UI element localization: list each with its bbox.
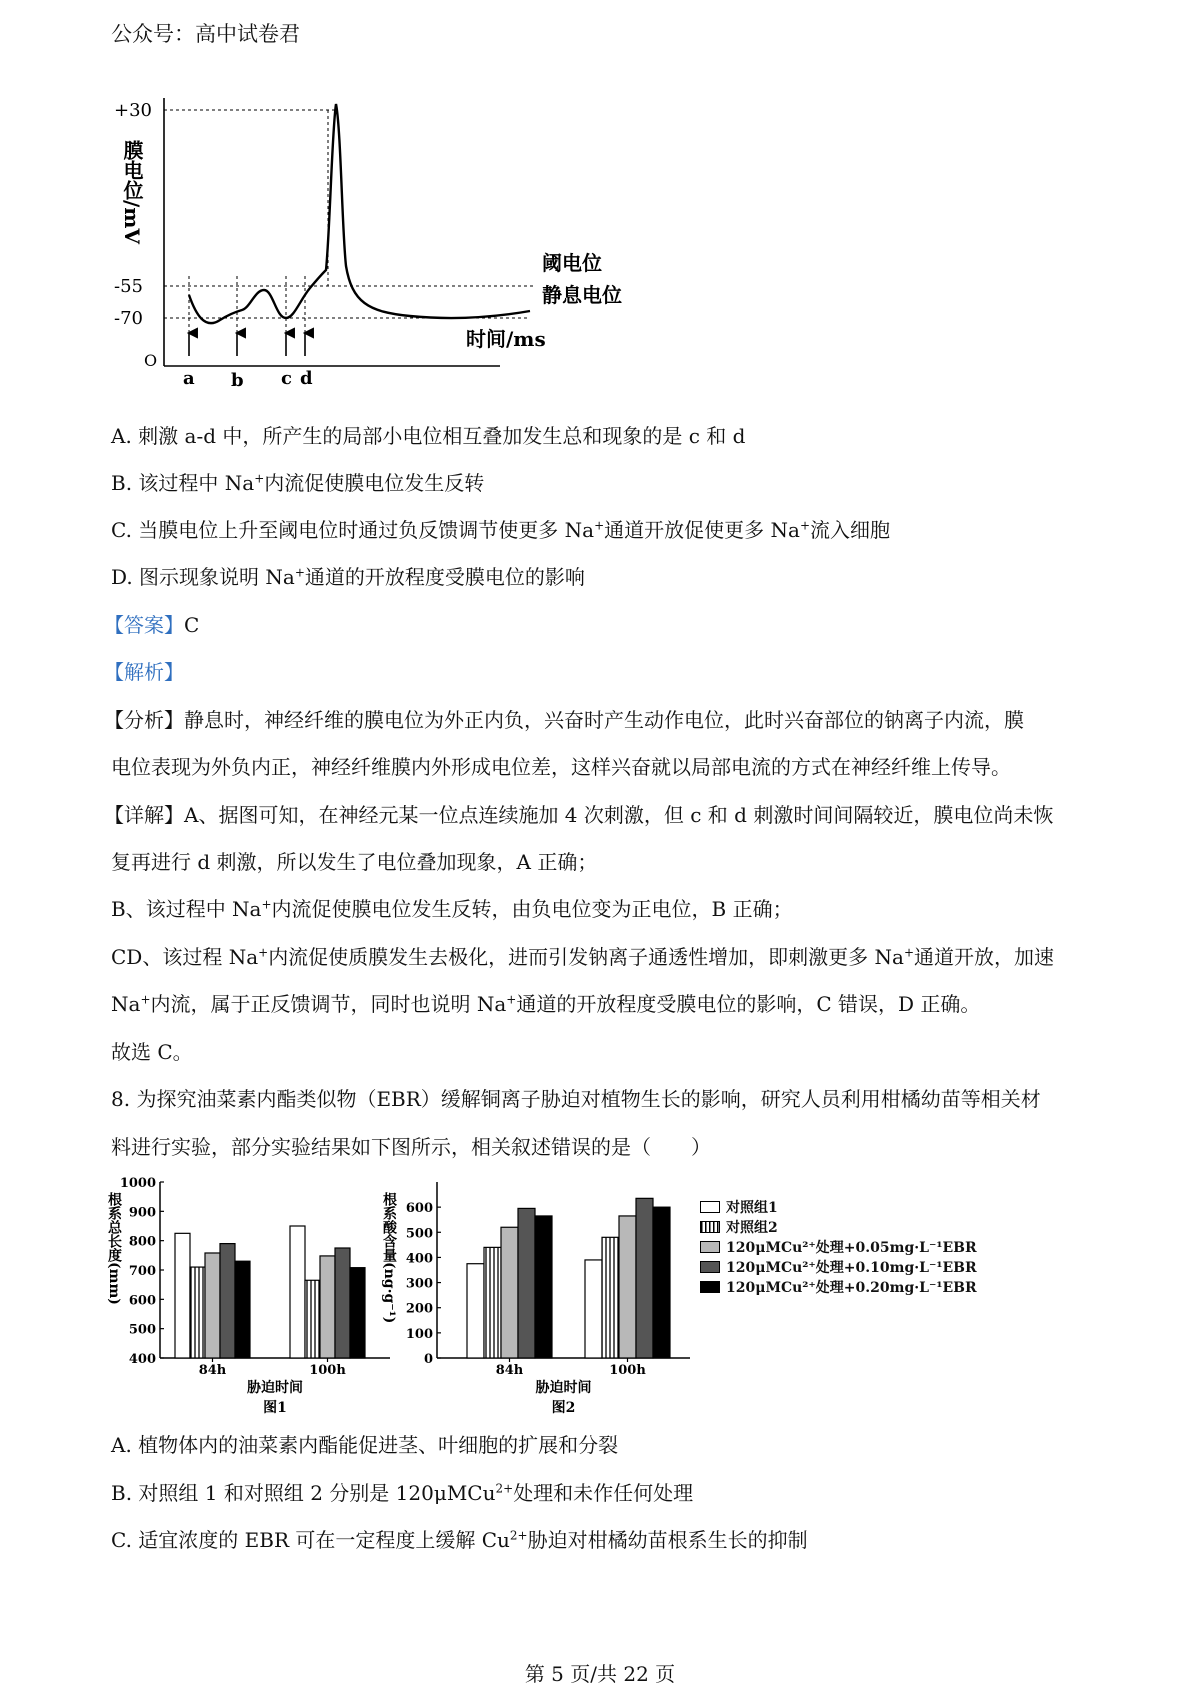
chart-legend: [700, 1197, 977, 1297]
figure-caption: 图1: [263, 1400, 287, 1416]
y-axis-label: 根系酸含量(ng·g⁻¹): [381, 1192, 397, 1324]
bar: [220, 1244, 235, 1358]
bar: [335, 1248, 350, 1358]
x-axis-label: 时间/ms: [466, 327, 546, 351]
tick-plus30: +30: [114, 100, 152, 121]
bar: [602, 1237, 619, 1358]
threshold-label: 阈电位: [542, 251, 602, 275]
bar: [350, 1268, 365, 1358]
bar: [653, 1207, 670, 1358]
q8-option-a: A. 植物体内的油菜素内酯能促进茎、叶细胞的扩展和分裂: [111, 1433, 619, 1457]
q7-option-a: A. 刺激 a-d 中，所产生的局部小电位相互叠加发生总和现象的是 c 和 d: [111, 424, 746, 448]
resting-label: 静息电位: [542, 283, 622, 307]
y-tick-label: 800: [128, 1234, 156, 1250]
stimulus-a-label: a: [183, 368, 195, 389]
category-label: 84h: [495, 1363, 524, 1378]
q7-analysis-tag: 【解析】: [104, 660, 184, 684]
q7-conclusion: 故选 C。: [111, 1040, 193, 1064]
y-tick-label: 300: [405, 1276, 433, 1292]
y-axis-label: 膜电位/mV: [120, 140, 144, 244]
q7-option-d: D. 图示现象说明 Na+通道的开放程度受膜电位的影响: [111, 565, 585, 589]
q7-detail-line5: Na+内流，属于正反馈调节，同时也说明 Na+通道的开放程度受膜电位的影响，C 错误，D 正确。: [111, 992, 981, 1016]
y-axis-label: 根系总长度(mm): [106, 1192, 122, 1305]
q7-fenxi-line1: 【分析】静息时，神经纤维的膜电位为外正内负，兴奋时产生动作电位，此时兴奋部位的钠离子内流，膜: [104, 708, 1024, 732]
q7-fenxi-line2: 电位表现为外负内正，神经纤维膜内外形成电位差，这样兴奋就以局部电流的方式在神经纤维上传导。: [111, 755, 1011, 779]
y-tick-label: 400: [405, 1251, 433, 1267]
bar: [205, 1253, 220, 1358]
bar: [467, 1264, 484, 1358]
q7-detail-line1: 【详解】A、据图可知，在神经元某一位点连续施加 4 次刺激，但 c 和 d 刺激时间间隔较近，膜电位尚未恢: [104, 803, 1054, 827]
q7-option-c: C. 当膜电位上升至阈电位时通过负反馈调节使更多 Na+通道开放促使更多 Na+流入细胞: [111, 518, 890, 542]
q7-option-b: B. 该过程中 Na+内流促使膜电位发生反转: [111, 471, 485, 495]
y-tick-label: 500: [405, 1226, 433, 1242]
category-label: 100h: [609, 1363, 646, 1378]
bar: [290, 1226, 305, 1358]
stimulus-d-label: d: [300, 368, 313, 389]
stimulus-c-label: c: [281, 368, 292, 389]
y-tick-label: 500: [128, 1322, 156, 1338]
y-tick-label: 1000: [119, 1176, 156, 1191]
q7-detail-line4: CD、该过程 Na+内流促使质膜发生去极化，进而引发钠离子通透性增加，即刺激更多 Na+通道开放，加速: [111, 945, 1055, 969]
q7-answer: 【答案】C: [104, 613, 200, 637]
action-potential-figure: [110, 90, 650, 410]
bar: [235, 1261, 250, 1358]
stimulus-b-label: b: [231, 370, 244, 391]
tick-minus55: -55: [114, 276, 143, 297]
legend-item-control2: 对照组2: [700, 1217, 977, 1237]
bar: [585, 1260, 602, 1358]
bar: [518, 1208, 535, 1358]
q7-detail-line3: B、该过程中 Na+内流促使膜电位发生反转，由负电位变为正电位，B 正确；: [111, 897, 793, 921]
figure1-root-length-chart: [106, 1170, 400, 1416]
figure-caption: 图2: [551, 1400, 576, 1416]
bar: [636, 1198, 653, 1358]
tick-minus70: -70: [114, 308, 143, 329]
y-tick-label: 0: [423, 1352, 433, 1367]
y-tick-label: 600: [405, 1201, 433, 1217]
bar: [535, 1216, 552, 1358]
figure2-root-acid-chart: [381, 1170, 700, 1416]
x-axis-label: 胁迫时间: [247, 1380, 303, 1396]
y-tick-label: 700: [128, 1264, 156, 1279]
y-tick-label: 400: [128, 1352, 156, 1367]
bar: [175, 1233, 190, 1358]
legend-item-ebr-020: 120μMCu²⁺处理+0.20mg·L⁻¹EBR: [700, 1277, 977, 1297]
y-tick-label: 100: [405, 1326, 433, 1342]
y-tick-label: 900: [128, 1205, 156, 1221]
legend-item-ebr-010: 120μMCu²⁺处理+0.10mg·L⁻¹EBR: [700, 1257, 977, 1277]
x-axis-label: 胁迫时间: [535, 1380, 592, 1396]
bar: [320, 1256, 335, 1358]
q8-option-c: C. 适宜浓度的 EBR 可在一定程度上缓解 $Cu^{2+}$胁迫对柑橘幼苗根系生长的抑制: [111, 1528, 808, 1552]
q8-option-b: B. 对照组 1 和对照组 2 分别是 120μMCu$^{2+}$处理和未作任何处理: [111, 1481, 694, 1505]
q8-stem-line1: 8. 为探究油菜素内酯类似物（EBR）缓解铜离子胁迫对植物生长的影响，研究人员利用柑橘幼苗等相关材: [111, 1087, 1041, 1111]
legend-item-ebr-005: 120μMCu²⁺处理+0.05mg·L⁻¹EBR: [700, 1237, 977, 1257]
bar: [190, 1267, 205, 1358]
origin-label: O: [144, 351, 158, 370]
membrane-potential-trace: [189, 104, 530, 323]
page-footer: 第 5 页/共 22 页: [524, 1662, 676, 1686]
page-header: 公众号：高中试卷君: [111, 22, 300, 46]
bar: [484, 1247, 501, 1358]
category-label: 100h: [309, 1363, 346, 1378]
bar: [305, 1280, 320, 1358]
q8-stem-line2: 料进行实验，部分实验结果如下图所示，相关叙述错误的是（ ）: [111, 1135, 711, 1159]
y-tick-label: 600: [128, 1293, 156, 1309]
y-tick-label: 200: [405, 1301, 433, 1317]
q7-detail-line2: 复再进行 d 刺激，所以发生了电位叠加现象，A 正确；: [111, 850, 598, 874]
legend-item-control1: 对照组1: [700, 1197, 977, 1217]
bar: [619, 1216, 636, 1358]
category-label: 84h: [198, 1363, 227, 1378]
bar: [501, 1227, 518, 1358]
